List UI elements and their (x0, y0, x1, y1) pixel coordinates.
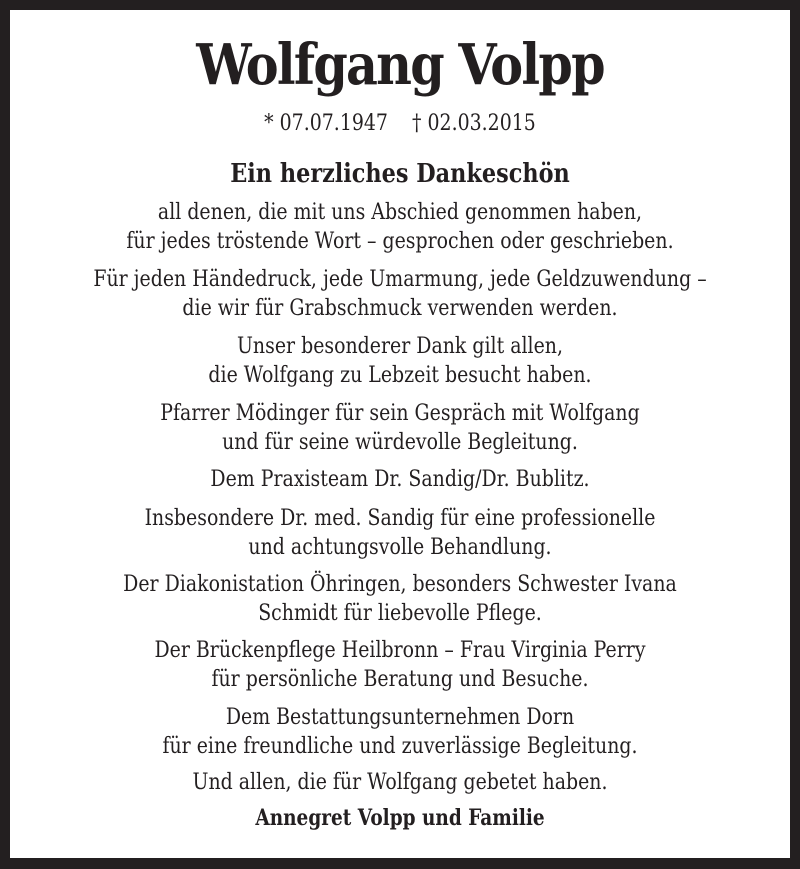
paragraph-handshake (56, 265, 744, 323)
text-line: all denen, die mit uns Abschied genommen haben, (157, 200, 643, 225)
paragraph-bridge-care (56, 636, 744, 694)
text-line: Unser besonderer Dank gilt allen, (236, 334, 564, 359)
signature: Annegret Volpp und Familie (255, 805, 545, 831)
text-line: für persönliche Beratung und Besuche. (211, 667, 589, 692)
text-line: die Wolfgang zu Lebzeit besucht haben. (208, 363, 592, 388)
paragraph-funeral-home (56, 703, 744, 761)
paragraph-pastor (56, 399, 744, 457)
text-line: Der Diakonistation Öhringen, besonders Schwester Ivana (123, 572, 677, 597)
thank-you-heading: Ein herzliches Dankeschön (230, 159, 570, 189)
text-line: und für seine würdevolle Begleitung. (222, 430, 578, 455)
paragraph-practice-team (56, 465, 744, 494)
paragraph-prayers (56, 768, 744, 797)
paragraph-doctor (56, 504, 744, 562)
text-line: und achtungsvolle Behandlung. (248, 535, 552, 560)
life-dates: * 07.07.1947 † 02.03.2015 (264, 111, 536, 136)
text-line: Und allen, die für Wolfgang gebetet haben. (192, 770, 608, 795)
paragraph-nursing-station (56, 570, 744, 628)
text-line: die wir für Grabschmuck verwenden werden. (182, 296, 618, 321)
text-line: für eine freundliche und zuverlässige Begleitung. (162, 734, 638, 759)
text-line: Insbesondere Dr. med. Sandig für eine professionelle (144, 506, 656, 531)
text-line: Der Brückenpflege Heilbronn – Frau Virginia Perry (154, 638, 646, 663)
text-line: Für jeden Händedruck, jede Umarmung, jede Geldzuwendung – (93, 267, 707, 292)
paragraph-visitors (56, 332, 744, 390)
deceased-name: Wolfgang Volpp (196, 32, 604, 98)
text-line: Schmidt für liebevolle Pflege. (258, 601, 542, 626)
text-line: Dem Praxisteam Dr. Sandig/Dr. Bublitz. (210, 467, 590, 492)
text-line: Pfarrer Mödinger für sein Gespräch mit Wolfgang (160, 401, 640, 426)
text-line: für jedes tröstende Wort – gesprochen oder geschrieben. (126, 229, 674, 254)
paragraph-farewell (56, 198, 744, 256)
text-line: Dem Bestattungsunternehmen Dorn (225, 705, 575, 730)
